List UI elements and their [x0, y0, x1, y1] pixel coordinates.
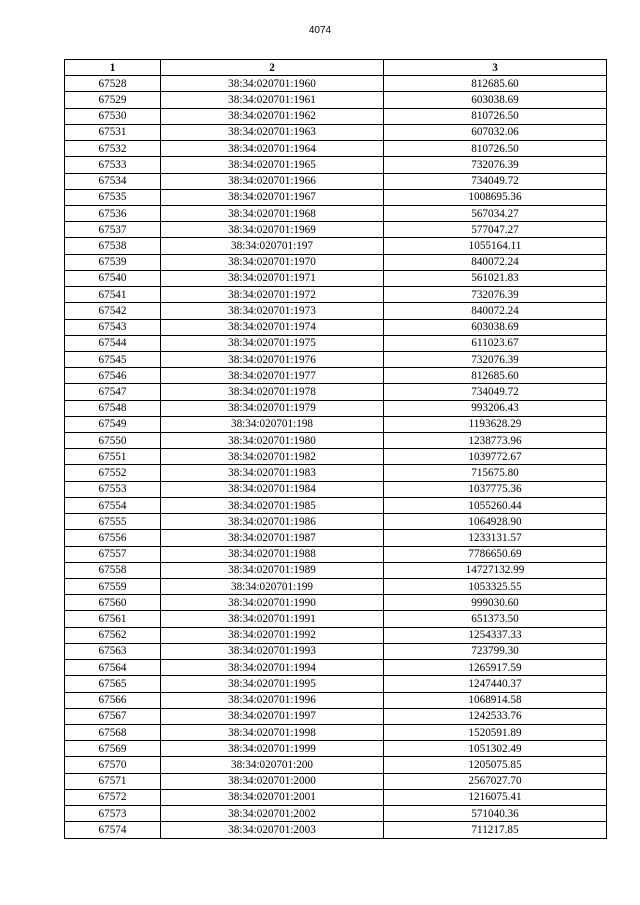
table-row — [65, 287, 607, 303]
cadastral-value-cell: 567034.27 — [384, 205, 607, 221]
table-row — [65, 773, 607, 789]
cadastral-number-cell: 38:34:020701:1975 — [161, 335, 384, 351]
record-number-cell: 67547 — [65, 384, 161, 400]
record-number-cell: 67566 — [65, 692, 161, 708]
cadastral-value-cell: 1520591.89 — [384, 724, 607, 740]
cadastral-number-cell: 38:34:020701:1985 — [161, 497, 384, 513]
record-number-cell: 67567 — [65, 708, 161, 724]
record-number-cell: 67559 — [65, 579, 161, 595]
cadastral-number-cell: 38:34:020701:1976 — [161, 351, 384, 367]
cadastral-value-cell: 611023.67 — [384, 335, 607, 351]
table-row — [65, 254, 607, 270]
cadastral-number-cell: 38:34:020701:1988 — [161, 546, 384, 562]
table-row — [65, 141, 607, 157]
table-row — [65, 562, 607, 578]
cadastral-value-cell: 1193628.29 — [384, 416, 607, 432]
column-header-1: 1 — [65, 60, 161, 76]
record-number-cell: 67565 — [65, 676, 161, 692]
table-row — [65, 708, 607, 724]
record-number-cell: 67529 — [65, 92, 161, 108]
cadastral-value-cell: 732076.39 — [384, 351, 607, 367]
cadastral-value-cell: 1068914.58 — [384, 692, 607, 708]
cadastral-number-cell: 38:34:020701:1986 — [161, 514, 384, 530]
record-number-cell: 67545 — [65, 351, 161, 367]
table-row — [65, 724, 607, 740]
record-number-cell: 67554 — [65, 497, 161, 513]
table-row — [65, 303, 607, 319]
record-number-cell: 67574 — [65, 822, 161, 838]
cadastral-number-cell: 38:34:020701:1989 — [161, 562, 384, 578]
record-number-cell: 67560 — [65, 595, 161, 611]
cadastral-value-cell: 607032.06 — [384, 124, 607, 140]
table-header-row — [65, 60, 607, 76]
cadastral-value-cell: 1254337.33 — [384, 627, 607, 643]
cadastral-value-cell: 1265917.59 — [384, 660, 607, 676]
table-row — [65, 92, 607, 108]
table-row — [65, 692, 607, 708]
table-row — [65, 676, 607, 692]
table-row — [65, 124, 607, 140]
table-row — [65, 76, 607, 92]
record-number-cell: 67564 — [65, 660, 161, 676]
page-number: 4074 — [308, 25, 332, 36]
record-number-cell: 67573 — [65, 806, 161, 822]
cadastral-value-cell: 1233131.57 — [384, 530, 607, 546]
cadastral-value-cell: 732076.39 — [384, 157, 607, 173]
record-number-cell: 67539 — [65, 254, 161, 270]
record-number-cell: 67531 — [65, 124, 161, 140]
cadastral-number-cell: 38:34:020701:1966 — [161, 173, 384, 189]
table-row — [65, 319, 607, 335]
record-number-cell: 67570 — [65, 757, 161, 773]
cadastral-value-cell: 812685.60 — [384, 76, 607, 92]
record-number-cell: 67550 — [65, 433, 161, 449]
cadastral-number-cell: 38:34:020701:1971 — [161, 270, 384, 286]
table-row — [65, 173, 607, 189]
record-number-cell: 67542 — [65, 303, 161, 319]
record-number-cell: 67543 — [65, 319, 161, 335]
cadastral-value-cell: 1064928.90 — [384, 514, 607, 530]
record-number-cell: 67540 — [65, 270, 161, 286]
cadastral-number-cell: 38:34:020701:1965 — [161, 157, 384, 173]
cadastral-value-cell: 1037775.36 — [384, 481, 607, 497]
cadastral-value-cell: 1238773.96 — [384, 433, 607, 449]
cadastral-value-cell: 810726.50 — [384, 141, 607, 157]
cadastral-number-cell: 38:34:020701:1960 — [161, 76, 384, 92]
table-row — [65, 595, 607, 611]
cadastral-value-cell: 1039772.67 — [384, 449, 607, 465]
cadastral-number-cell: 38:34:020701:1977 — [161, 368, 384, 384]
cadastral-number-cell: 38:34:020701:1964 — [161, 141, 384, 157]
cadastral-value-cell: 732076.39 — [384, 287, 607, 303]
record-number-cell: 67549 — [65, 416, 161, 432]
table-row — [65, 822, 607, 838]
cadastral-number-cell: 38:34:020701:200 — [161, 757, 384, 773]
cadastral-value-cell: 7786650.69 — [384, 546, 607, 562]
cadastral-value-cell: 734049.72 — [384, 173, 607, 189]
table-row — [65, 449, 607, 465]
cadastral-value-cell: 999030.60 — [384, 595, 607, 611]
cadastral-value-cell: 1055164.11 — [384, 238, 607, 254]
cadastral-number-cell: 38:34:020701:1972 — [161, 287, 384, 303]
cadastral-number-cell: 38:34:020701:1970 — [161, 254, 384, 270]
record-number-cell: 67528 — [65, 76, 161, 92]
record-number-cell: 67561 — [65, 611, 161, 627]
table-row — [65, 205, 607, 221]
cadastral-value-cell: 1247440.37 — [384, 676, 607, 692]
table-row — [65, 643, 607, 659]
cadastral-value-cell: 734049.72 — [384, 384, 607, 400]
cadastral-number-cell: 38:34:020701:198 — [161, 416, 384, 432]
table-row — [65, 351, 607, 367]
table-row — [65, 108, 607, 124]
record-number-cell: 67541 — [65, 287, 161, 303]
cadastral-value-cell: 1053325.55 — [384, 579, 607, 595]
cadastral-number-cell: 38:34:020701:1995 — [161, 676, 384, 692]
record-number-cell: 67558 — [65, 562, 161, 578]
record-number-cell: 67569 — [65, 741, 161, 757]
table-row — [65, 189, 607, 205]
cadastral-number-cell: 38:34:020701:1997 — [161, 708, 384, 724]
cadastral-number-cell: 38:34:020701:1961 — [161, 92, 384, 108]
cadastral-number-cell: 38:34:020701:1984 — [161, 481, 384, 497]
cadastral-value-cell: 1051302.49 — [384, 741, 607, 757]
cadastral-value-cell: 1205075.85 — [384, 757, 607, 773]
table-row — [65, 789, 607, 805]
cadastral-value-cell: 577047.27 — [384, 222, 607, 238]
cadastral-number-cell: 38:34:020701:1991 — [161, 611, 384, 627]
table-row — [65, 481, 607, 497]
table-row — [65, 546, 607, 562]
record-number-cell: 67555 — [65, 514, 161, 530]
record-number-cell: 67530 — [65, 108, 161, 124]
record-number-cell: 67553 — [65, 481, 161, 497]
table-row — [65, 400, 607, 416]
cadastral-number-cell: 38:34:020701:1992 — [161, 627, 384, 643]
record-number-cell: 67572 — [65, 789, 161, 805]
cadastral-number-cell: 38:34:020701:197 — [161, 238, 384, 254]
cadastral-number-cell: 38:34:020701:1993 — [161, 643, 384, 659]
record-number-cell: 67546 — [65, 368, 161, 384]
cadastral-number-cell: 38:34:020701:1987 — [161, 530, 384, 546]
cadastral-value-cell: 840072.24 — [384, 303, 607, 319]
cadastral-value-cell: 603038.69 — [384, 319, 607, 335]
cadastral-value-cell: 1008695.36 — [384, 189, 607, 205]
cadastral-number-cell: 38:34:020701:1996 — [161, 692, 384, 708]
table-row — [65, 497, 607, 513]
cadastral-number-cell: 38:34:020701:1968 — [161, 205, 384, 221]
cadastral-number-cell: 38:34:020701:1969 — [161, 222, 384, 238]
table-row — [65, 384, 607, 400]
cadastral-number-cell: 38:34:020701:1983 — [161, 465, 384, 481]
cadastral-number-cell: 38:34:020701:1994 — [161, 660, 384, 676]
cadastral-number-cell: 38:34:020701:1998 — [161, 724, 384, 740]
record-number-cell: 67557 — [65, 546, 161, 562]
cadastral-value-cell: 2567027.70 — [384, 773, 607, 789]
cadastral-value-cell: 723799.30 — [384, 643, 607, 659]
table-row — [65, 368, 607, 384]
table-row — [65, 335, 607, 351]
cadastral-number-cell: 38:34:020701:1978 — [161, 384, 384, 400]
cadastral-number-cell: 38:34:020701:1979 — [161, 400, 384, 416]
record-number-cell: 67552 — [65, 465, 161, 481]
cadastral-value-cell: 1216075.41 — [384, 789, 607, 805]
cadastral-number-cell: 38:34:020701:1980 — [161, 433, 384, 449]
cadastral-number-cell: 38:34:020701:1982 — [161, 449, 384, 465]
record-number-cell: 67556 — [65, 530, 161, 546]
cadastral-number-cell: 38:34:020701:1963 — [161, 124, 384, 140]
cadastral-value-cell: 571040.36 — [384, 806, 607, 822]
cadastral-value-cell: 603038.69 — [384, 92, 607, 108]
record-number-cell: 67534 — [65, 173, 161, 189]
cadastral-number-cell: 38:34:020701:2000 — [161, 773, 384, 789]
cadastral-number-cell: 38:34:020701:1967 — [161, 189, 384, 205]
table-row — [65, 238, 607, 254]
table-row — [65, 222, 607, 238]
table-row — [65, 514, 607, 530]
table-row — [65, 806, 607, 822]
record-number-cell: 67551 — [65, 449, 161, 465]
record-number-cell: 67563 — [65, 643, 161, 659]
record-number-cell: 67548 — [65, 400, 161, 416]
table-row — [65, 757, 607, 773]
cadastral-number-cell: 38:34:020701:199 — [161, 579, 384, 595]
table-row — [65, 627, 607, 643]
record-number-cell: 67568 — [65, 724, 161, 740]
table-row — [65, 611, 607, 627]
record-number-cell: 67544 — [65, 335, 161, 351]
record-number-cell: 67536 — [65, 205, 161, 221]
table-row — [65, 157, 607, 173]
cadastral-value-cell: 715675.80 — [384, 465, 607, 481]
table-body — [65, 76, 607, 838]
table-row — [65, 741, 607, 757]
cadastral-number-cell: 38:34:020701:1962 — [161, 108, 384, 124]
cadastral-number-cell: 38:34:020701:1999 — [161, 741, 384, 757]
cadastral-value-cell: 812685.60 — [384, 368, 607, 384]
cadastral-value-cell: 651373.50 — [384, 611, 607, 627]
record-number-cell: 67533 — [65, 157, 161, 173]
record-number-cell: 67538 — [65, 238, 161, 254]
cadastral-value-cell: 993206.43 — [384, 400, 607, 416]
table-row — [65, 270, 607, 286]
cadastral-number-cell: 38:34:020701:1974 — [161, 319, 384, 335]
cadastral-value-cell: 561021.83 — [384, 270, 607, 286]
cadastral-number-cell: 38:34:020701:1973 — [161, 303, 384, 319]
record-number-cell: 67537 — [65, 222, 161, 238]
cadastral-value-cell: 14727132.99 — [384, 562, 607, 578]
cadastral-number-cell: 38:34:020701:2003 — [161, 822, 384, 838]
cadastral-number-cell: 38:34:020701:1990 — [161, 595, 384, 611]
record-number-cell: 67562 — [65, 627, 161, 643]
cadastral-value-cell: 711217.85 — [384, 822, 607, 838]
cadastral-value-table — [64, 59, 607, 839]
column-header-2: 2 — [161, 60, 384, 76]
cadastral-value-cell: 810726.50 — [384, 108, 607, 124]
table-row — [65, 660, 607, 676]
cadastral-value-cell: 1242533.76 — [384, 708, 607, 724]
table-row — [65, 579, 607, 595]
table-row — [65, 416, 607, 432]
column-header-3: 3 — [384, 60, 607, 76]
table-row — [65, 433, 607, 449]
cadastral-number-cell: 38:34:020701:2002 — [161, 806, 384, 822]
record-number-cell: 67532 — [65, 141, 161, 157]
cadastral-value-cell: 1055260.44 — [384, 497, 607, 513]
table-row — [65, 465, 607, 481]
record-number-cell: 67571 — [65, 773, 161, 789]
table-row — [65, 530, 607, 546]
cadastral-number-cell: 38:34:020701:2001 — [161, 789, 384, 805]
record-number-cell: 67535 — [65, 189, 161, 205]
cadastral-value-cell: 840072.24 — [384, 254, 607, 270]
